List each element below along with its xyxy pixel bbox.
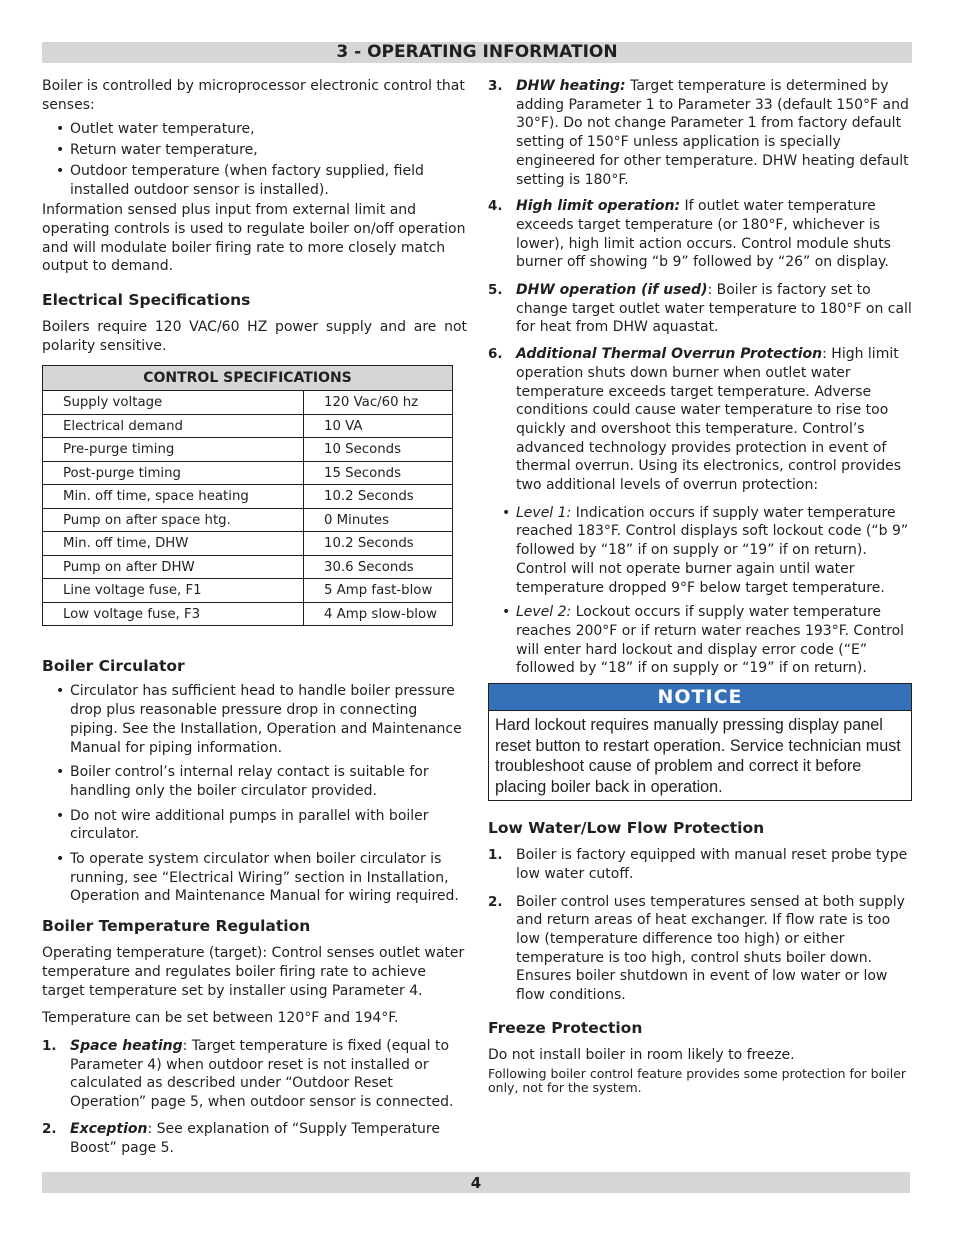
left-column [42,77,467,1157]
regulation-heading: Boiler Temperature Regulation [42,917,311,936]
section-header [42,42,912,63]
list-item: 1. Boiler is factory equipped with manual reset probe type low water cutoff. [488,847,908,882]
table-row: Pump on after space htg. 0 Minutes [43,508,453,532]
list-item: 5. DHW operation (if used): Boiler is factory set to change target outlet water temperature to 180°F on call for heat from DHW aquastat. [488,282,912,336]
sensed-list [42,120,467,199]
table-row: Pre-purge timing 10 Seconds [43,438,453,462]
info-paragraph: Information sensed plus input from external limit and operating controls is used to regulate boiler on/off operation and will modulate boiler firing rate to more closely match output to demand. [42,202,466,275]
list-item: • Circulator has sufficient head to handle boiler pressure drop plus reasonable pressure drop in connecting piping. See the Installation, Operation and Maintenance Manual for piping information. [56,683,462,756]
low-water-list [488,846,913,1005]
notice-box [488,683,912,801]
table-row: Pump on after DHW 30.6 Seconds [43,555,453,579]
table-row: Min. off time, DHW 10.2 Seconds [43,532,453,556]
notice-title: NOTICE [489,684,911,711]
list-item: • Level 2: Lockout occurs if supply water temperature reaches 200°F or if return water reaches 193°F. Control will enter hard lockout and display error code (“E” followed by “18” if on supply or “19” if on return). [502,604,905,677]
list-item: • Return water temperature, [56,142,258,159]
table-row: Min. off time, space heating 10.2 Seconds [43,485,453,509]
table-row: Electrical demand 10 VA [43,414,453,438]
circulator-heading: Boiler Circulator [42,657,185,676]
table-row: Low voltage fuse, F3 4 Amp slow-blow [43,602,453,626]
list-item: 6. Additional Thermal Overrun Protection: High limit operation shuts down burner when outlet water temperature exceeds target temperature. Adverse conditions could cause water temperature to rise too quickly and overshoot this temperature. Control’s advanced technology provides protection in event of thermal overrun. Using its electronics, control provides two additional levels of overrun protection: [488,346,901,494]
list-item: • Do not wire additional pumps in parallel with boiler circulator. [56,807,429,843]
table-title: CONTROL SPECIFICATIONS [43,366,453,391]
electrical-text: Boilers require 120 VAC/60 HZ power supply and are not polarity sensitive. [42,319,467,354]
list-item: • Level 1: Indication occurs if supply water temperature reached 183°F. Control displays soft lockout code (“b 9” followed by “18” if on supply or “19” if on return). Control will not operate burner again until water temperature dropped 9°F below target temperature. [502,504,909,596]
page-number: 4 [470,1174,482,1192]
intro-paragraph: Boiler is controlled by microprocessor electronic control that senses: [42,78,465,113]
list-item: 2. Exception: See explanation of “Supply Temperature Boost” page 5. [42,1120,440,1156]
temperature-range: Temperature can be set between 120°F and 194°F. [42,1010,399,1027]
table-row: Supply voltage 120 Vac/60 hz [43,391,453,415]
list-item: 2. Boiler control uses temperatures sensed at both supply and return areas of heat exchanger. If flow rate is too low (temperature difference too high) or either temperature is too high, control shuts boiler down. Ensures boiler shutdown in event of low water or low flow conditions. [488,893,905,1004]
table-row: Post-purge timing 15 Seconds [43,461,453,485]
section-title: 3 - OPERATING INFORMATION [336,42,618,62]
list-item: • Boiler control’s internal relay contact is suitable for handling only the boiler circulator provided. [56,764,429,799]
control-spec-table [42,365,453,626]
list-item: 3. DHW heating: Target temperature is determined by adding Parameter 1 to Parameter 33 (default 150°F and 30°F). Do not change Parameter 1 from factory default setting of 150°F unless application is specially engineered for other temperature. DHW heating default setting is 180°F. [488,78,909,188]
table-row: Line voltage fuse, F1 5 Amp fast-blow [43,579,453,603]
list-item: 4. High limit operation: If outlet water temperature exceeds target temperature (or 180°F, whichever is lower), high limit action occurs. Control module shuts burner off showing “b 9” followed by “26” on display. [488,198,891,271]
circulator-list [42,682,467,906]
regulation-paragraph: Operating temperature (target): Control senses outlet water temperature and regulates boiler firing rate to achieve target temperature set by installer using Parameter 4. [42,945,465,999]
freeze-text: Do not install boiler in room likely to freeze. [488,1046,795,1063]
operation-list [488,77,913,495]
freeze-heading: Freeze Protection [488,1018,643,1037]
list-item: 1. Space heating: Target temperature is fixed (equal to Parameter 4) when outdoor reset is not installed or calculated as described under “Outdoor Reset Operation” page 5, when outdoor sensor is connected. [42,1037,454,1111]
overrun-levels [488,504,913,678]
electrical-heading: Electrical Specifications [42,291,251,310]
page-footer [42,1172,910,1193]
list-item: • To operate system circulator when boiler circulator is running, see “Electrical Wiring” section in Installation, Operation and Maintenance Manual for wiring required. [56,851,459,905]
regulation-list [42,1037,467,1157]
list-item: • Outdoor temperature (when factory supplied, field installed outdoor sensor is installed). [56,162,424,198]
notice-text: Hard lockout requires manually pressing display panel reset button to restart operation. Service technician must troubleshoot cause of problem and correct it before placing boiler back in operation. [495,716,901,796]
right-column [488,77,913,1095]
freeze-note: Following boiler control feature provides some protection for boiler only, not for the system. [488,1066,907,1096]
list-item: • Outlet water temperature, [56,121,255,138]
low-water-heading: Low Water/Low Flow Protection [488,819,765,838]
